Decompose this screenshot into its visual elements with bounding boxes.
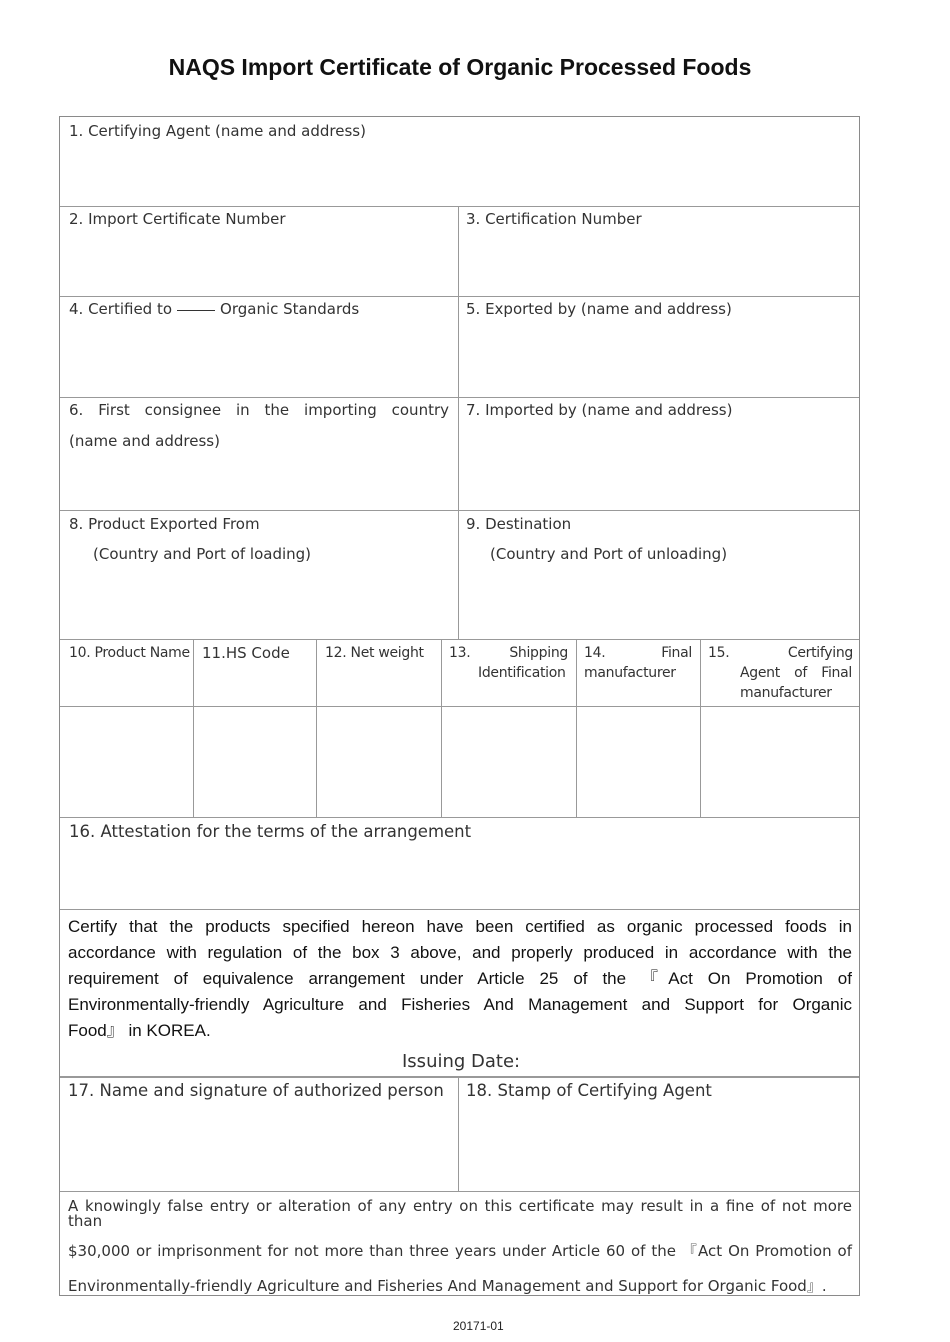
field-certification-number[interactable]: [458, 206, 861, 296]
field-label: (name and address): [69, 432, 220, 450]
column-header-certifying-agent-final: [700, 639, 861, 706]
column-label: 12. Net weight: [325, 645, 424, 661]
statement-line: Food』 in KOREA.: [68, 1021, 211, 1040]
column-label: Agent of Final: [740, 665, 852, 681]
column-label: Certifying: [787, 645, 853, 661]
column-label: 13.: [449, 645, 471, 661]
field-label: 9. Destination: [466, 515, 572, 533]
column-label: 15.: [708, 645, 730, 661]
field-authorized-signature[interactable]: [60, 1077, 458, 1191]
field-destination[interactable]: [458, 510, 861, 639]
statement-line: Certify that the products specified hereon have been certified as organic processed foods in: [68, 917, 852, 936]
column-header-hs-code: [193, 639, 316, 706]
column-label: 14.: [584, 645, 606, 661]
field-sublabel: (Country and Port of unloading): [490, 545, 728, 563]
column-label: 11.HS Code: [202, 644, 290, 662]
column-header-net-weight: [316, 639, 441, 706]
form-code: 20171-01: [453, 1319, 504, 1333]
field-label: 17. Name and signature of authorized person: [68, 1081, 444, 1100]
column-label: manufacturer: [584, 665, 676, 681]
statement-line: accordance with regulation of the box 3 above, and properly produced in accordance with the: [68, 943, 852, 962]
field-label: 8. Product Exported From: [69, 515, 260, 533]
table-cell-net-weight[interactable]: [316, 706, 441, 817]
field-label-part: Organic Standards: [220, 300, 360, 318]
divider: [60, 909, 859, 910]
column-header-final-manufacturer: [576, 639, 700, 706]
field-label-part: 4. Certified to: [69, 300, 173, 318]
warning-line: $30,000 or imprisonment for not more than three years under Article 60 of the 『Act On Promotion of: [68, 1242, 852, 1260]
column-label: Final: [661, 645, 692, 661]
column-header-shipping-identification: [441, 639, 576, 706]
statement-line: requirement of equivalence arrangement under Article 25 of the 『Act On Promotion of: [68, 969, 852, 988]
table-cell-certifying-agent-final[interactable]: [700, 706, 861, 817]
warning-line: Environmentally-friendly Agriculture and Fisheries And Management and Support for Organic Food』.: [68, 1277, 827, 1295]
field-stamp[interactable]: [458, 1077, 861, 1191]
table-cell-shipping-identification[interactable]: [441, 706, 576, 817]
field-certifying-agent[interactable]: [60, 117, 861, 206]
table-cell-final-manufacturer[interactable]: [576, 706, 700, 817]
field-label: 6. First consignee in the importing country: [69, 401, 449, 419]
column-label: Shipping: [509, 645, 568, 661]
field-label: [69, 302, 359, 317]
column-header-product-name: [60, 639, 193, 706]
field-imported-by[interactable]: [458, 397, 861, 510]
issuing-date-label: Issuing Date:: [402, 1051, 521, 1072]
table-cell-product-name[interactable]: [60, 706, 193, 817]
field-first-consignee[interactable]: [60, 397, 458, 510]
field-import-certificate-number[interactable]: [60, 206, 458, 296]
field-label: 5. Exported by (name and address): [466, 300, 732, 318]
field-certified-to[interactable]: [60, 296, 458, 397]
field-sublabel: (Country and Port of loading): [93, 545, 312, 563]
certificate-form: [59, 116, 860, 1296]
field-label: 7. Imported by (name and address): [466, 401, 733, 419]
page-title: NAQS Import Certificate of Organic Processed Foods: [168, 54, 752, 80]
legal-warning: [68, 1199, 852, 1294]
table-cell-hs-code[interactable]: [193, 706, 316, 817]
column-label: manufacturer: [740, 685, 832, 701]
blank-line: [177, 310, 215, 311]
divider: [60, 1191, 859, 1192]
field-label: 16. Attestation for the terms of the arrangement: [69, 822, 472, 841]
statement-line: Environmentally-friendly Agriculture and Fisheries And Management and Support for Organic: [68, 995, 852, 1014]
field-product-exported-from[interactable]: [60, 510, 458, 639]
column-label: 10. Product Name: [69, 645, 190, 661]
certification-statement: [68, 914, 852, 1044]
field-exported-by[interactable]: [458, 296, 861, 397]
column-label: Identification: [478, 665, 566, 681]
field-label: 1. Certifying Agent (name and address): [69, 122, 366, 140]
field-label: 3. Certification Number: [466, 210, 642, 228]
warning-line: A knowingly false entry or alteration of any entry on this certificate may result in a fine of not more than: [68, 1197, 852, 1230]
field-label: 2. Import Certificate Number: [69, 210, 286, 228]
field-label: 18. Stamp of Certifying Agent: [466, 1081, 712, 1100]
field-attestation[interactable]: [60, 817, 861, 909]
